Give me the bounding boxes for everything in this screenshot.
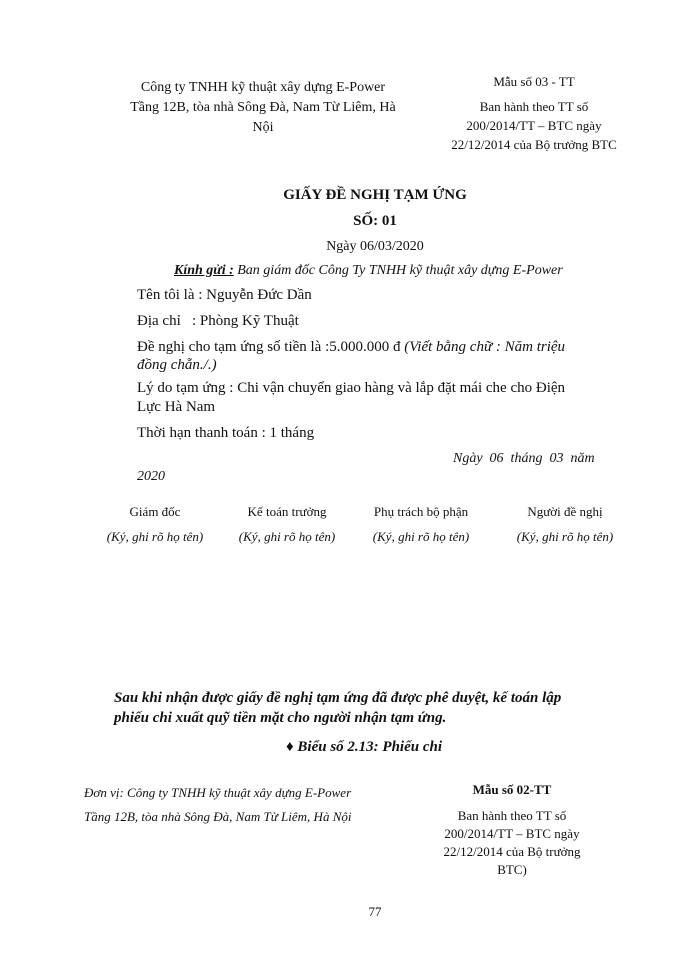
exhibit-title: Biểu số 2.13: Phiếu chi xyxy=(297,739,443,755)
name-line: Tên tôi là : Nguyễn Đức Dần xyxy=(137,287,312,303)
signature-note: (Ký, ghi rõ họ tên) xyxy=(238,529,336,544)
exhibit-label xyxy=(286,739,442,756)
signature-requester xyxy=(490,504,640,545)
signature-note: (Ký, ghi rõ họ tên) xyxy=(516,529,614,544)
company-address-line1: Tầng 12B, tòa nhà Sông Đà, Nam Từ Liêm, Hà xyxy=(130,100,396,115)
footer-form-number: Mẫu số 02-TT xyxy=(472,782,552,797)
amount-line xyxy=(137,339,637,356)
amount-value: Đề nghị cho tạm ứng số tiền là :5.000.000 đ xyxy=(137,339,405,355)
address-line: Địa chỉ : Phòng Kỹ Thuật xyxy=(137,313,299,329)
recipient-label: Kính gửi : xyxy=(174,263,234,278)
signature-title: Phụ trách bộ phận xyxy=(373,504,469,519)
footer-issued-line4: BTC) xyxy=(497,862,527,877)
diamond-bullet-icon: ♦ xyxy=(286,739,294,755)
sign-date-line1: Ngày 06 tháng 03 năm xyxy=(453,451,595,466)
signature-chief-accountant xyxy=(212,504,362,545)
issued-line3: 22/12/2014 của Bộ trưởng BTC xyxy=(451,137,617,152)
signature-note: (Ký, ghi rõ họ tên) xyxy=(372,529,470,544)
signature-title: Giám đốc xyxy=(129,504,181,519)
procedure-note xyxy=(114,688,654,728)
signature-title: Người đề nghị xyxy=(527,504,603,519)
form-number: Mẫu số 03 - TT xyxy=(493,74,575,89)
signature-title: Kế toán trưởng xyxy=(247,504,327,519)
company-header xyxy=(108,78,418,138)
issued-line2: 200/2014/TT – BTC ngày xyxy=(466,118,602,133)
company-name: Công ty TNHH kỹ thuật xây dựng E-Power xyxy=(140,80,386,95)
footer-form-info xyxy=(418,781,606,879)
document-number: SỐ: 01 xyxy=(353,213,397,229)
footer-unit-block xyxy=(84,781,414,829)
footer-unit: Đơn vị: Công ty TNHH kỹ thuật xây dựng E-Power xyxy=(84,785,352,800)
signature-department-head xyxy=(346,504,496,545)
page-number: 77 xyxy=(368,904,382,919)
document-date: Ngày 06/03/2020 xyxy=(326,239,424,254)
footer-address: Tầng 12B, tòa nhà Sông Đà, Nam Từ Liêm, Hà Nội xyxy=(84,809,352,824)
recipient-value: Ban giám đốc Công Ty TNHH kỹ thuật xây dựng E-Power xyxy=(233,263,563,278)
reason-line2: Lực Hà Nam xyxy=(137,399,216,415)
footer-issued-line1: Ban hành theo TT số xyxy=(457,808,567,823)
signature-note: (Ký, ghi rõ họ tên) xyxy=(106,529,204,544)
note-line1: Sau khi nhận được giấy đề nghị tạm ứng đã được phê duyệt, kế toán lập xyxy=(114,690,562,706)
sign-date-line2: 2020 xyxy=(137,469,165,484)
document-title: GIẤY ĐỀ NGHỊ TẠM ỨNG xyxy=(283,187,467,203)
recipient-line xyxy=(174,263,674,279)
reason-line1: Lý do tạm ứng : Chi vận chuyển giao hàng và lắp đặt mái che cho Điện xyxy=(137,380,566,396)
signature-director xyxy=(80,504,230,545)
issued-line1: Ban hành theo TT số xyxy=(479,99,589,114)
footer-issued-line2: 200/2014/TT – BTC ngày xyxy=(444,826,580,841)
note-line2: phiếu chi xuất quỹ tiền mặt cho người nhận tạm ứng. xyxy=(114,710,447,726)
form-info xyxy=(424,72,644,154)
term-line: Thời hạn thanh toán : 1 tháng xyxy=(137,425,315,441)
amount-words-2: đồng chẵn./.) xyxy=(137,357,217,373)
company-address-line2: Nội xyxy=(252,120,274,135)
amount-words-1: (Viết bằng chữ : Năm triệu xyxy=(404,339,566,355)
footer-issued-line3: 22/12/2014 của Bộ trưởng xyxy=(443,844,581,859)
